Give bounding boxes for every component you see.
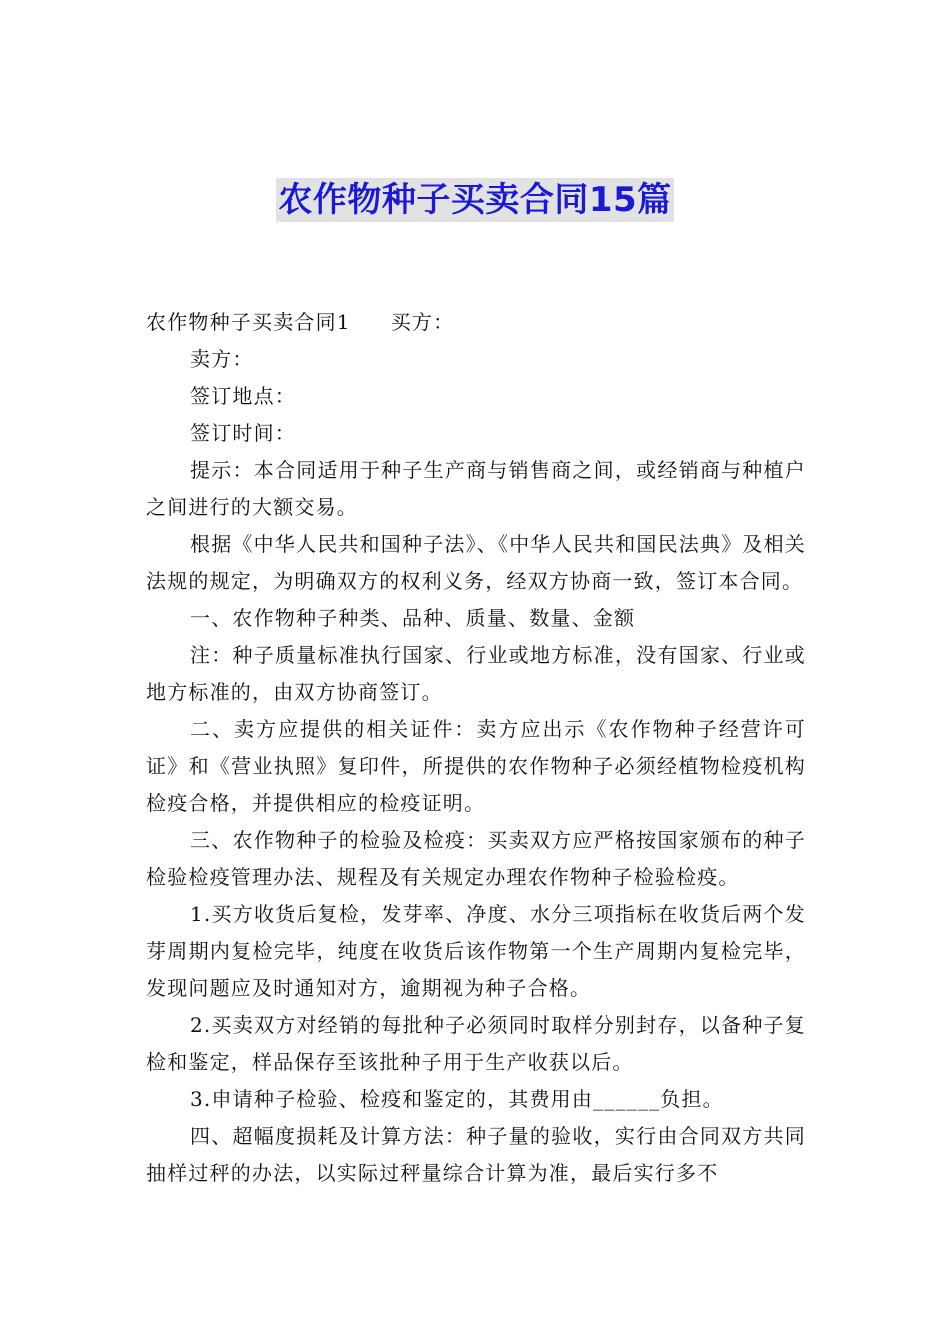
signing-time-field: 签订时间： xyxy=(190,421,296,445)
signing-place-field: 签订地点： xyxy=(190,384,296,408)
contract-number: 农作物种子买卖合同1 xyxy=(146,310,351,334)
title-wrap xyxy=(0,178,950,222)
section-3-item-3: 3.申请种子检验、检疫和鉴定的，其费用由______负担。 xyxy=(190,1087,724,1111)
section-1-note: 注：种子质量标准执行国家、行业或地方标准，没有国家、行业或地方标准的，由双方协商签订。 xyxy=(146,643,806,704)
page-title: 农作物种子买卖合同15篇 xyxy=(278,180,672,220)
section-2-paragraph: 二、卖方应提供的相关证件：卖方应出示《农作物种子经营许可证》和《营业执照》复印件，所提供的农作物种子必须经植物检疫机构检疫合格，并提供相应的检疫证明。 xyxy=(146,717,806,815)
buyer-field: 买方： xyxy=(390,310,455,334)
contract-heading-line xyxy=(146,304,806,341)
seller-field: 卖方： xyxy=(190,347,254,371)
contract-body xyxy=(146,304,806,1192)
section-4-paragraph: 四、超幅度损耗及计算方法：种子量的验收，实行由合同双方共同抽样过秤的办法，以实际过秤量综合计算为准，最后实行多不 xyxy=(146,1124,806,1185)
section-1-heading: 一、农作物种子种类、品种、质量、数量、金额 xyxy=(190,606,636,630)
section-3-item-2: 2.买卖双方对经销的每批种子必须同时取样分别封存，以备种子复检和鉴定，样品保存至该批种子用于生产收获以后。 xyxy=(146,1013,806,1074)
basis-paragraph: 根据《中华人民共和国种子法》、《中华人民共和国民法典》及相关法规的规定，为明确双方的权利义务，经双方协商一致，签订本合同。 xyxy=(146,532,806,593)
notice-paragraph: 提示：本合同适用于种子生产商与销售商之间，或经销商与种植户之间进行的大额交易。 xyxy=(146,458,806,519)
section-3-paragraph: 三、农作物种子的检验及检疫：买卖双方应严格按国家颁布的种子检验检疫管理办法、规程及有关规定办理农作物种子检验检疫。 xyxy=(146,828,806,889)
section-3-item-1: 1.买方收货后复检，发芽率、净度、水分三项指标在收货后两个发芽周期内复检完毕，纯度在收货后该作物第一个生产周期内复检完毕，发现问题应及时通知对方，逾期视为种子合格。 xyxy=(146,902,806,1000)
